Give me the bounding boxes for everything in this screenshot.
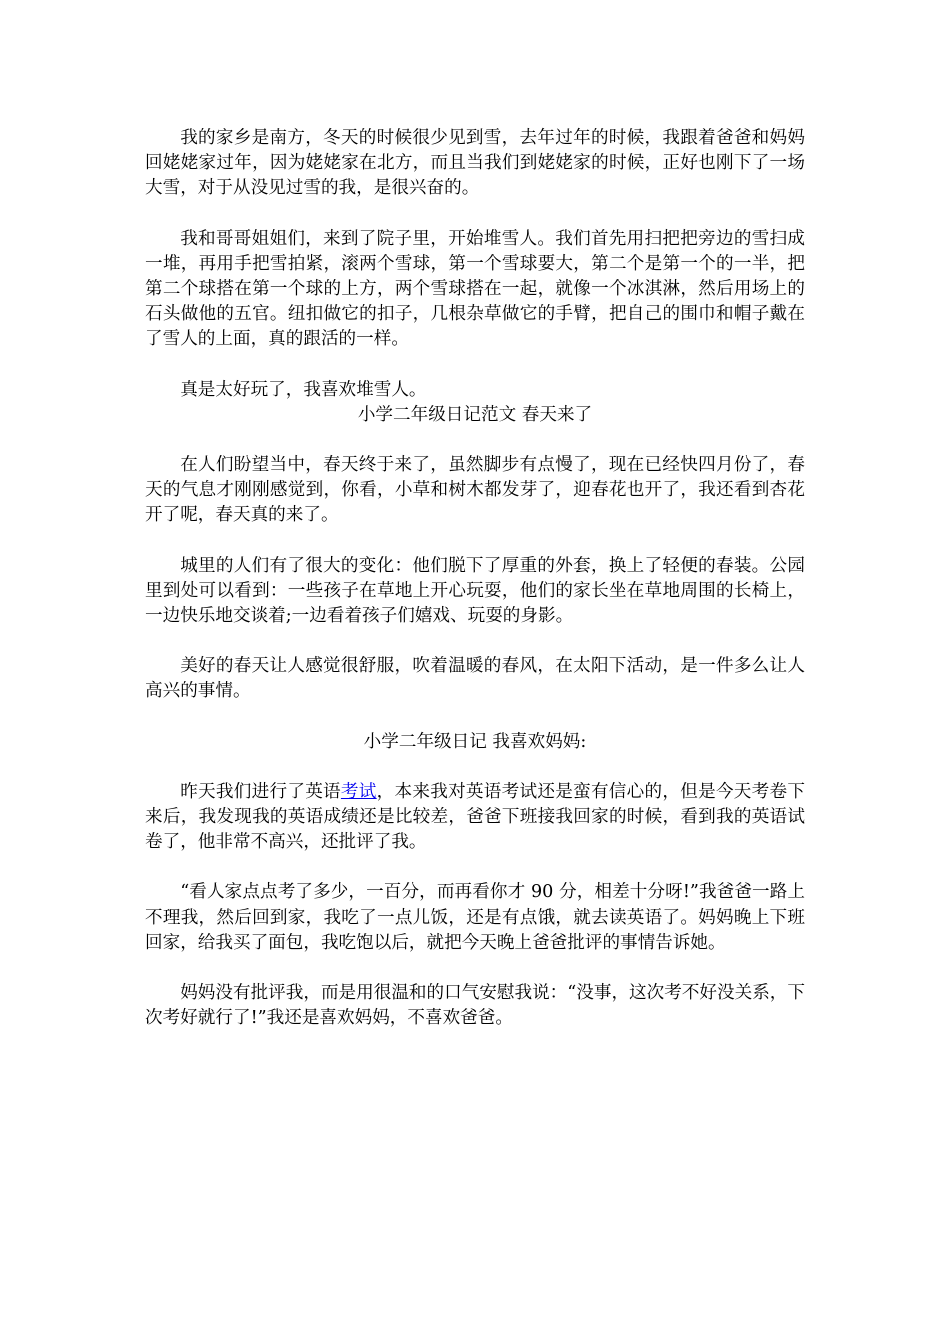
paragraph-english-exam — [145, 780, 805, 856]
paragraph-build-snowman: 我和哥哥姐姐们，来到了院子里，开始堆雪人。我们首先用扫把把旁边的雪扫成一堆，再用手把雪拍紧，滚两个雪球，第一个雪球要大，第二个是第一个的一半，把第二个球搭在第一个球的上方，两个雪球搭在一起，就像一个冰淇淋，然后用场上的石头做他的五官。纽扣做它的扣子，几根杂草做它的手臂，把自己的围巾和帽子戴在了雪人的上面，真的跟活的一样。 — [145, 228, 805, 350]
exam-link[interactable]: 考试 — [340, 781, 377, 802]
heading-like-mom-diary: 小学二年级日记 我喜欢妈妈: — [363, 731, 587, 752]
paragraph-hometown-snow: 我的家乡是南方，冬天的时候很少见到雪，去年过年的时候，我跟着爸爸和妈妈回姥姥家过年，因为姥姥家在北方，而且当我们到姥姥家的时候，正好也刚下了一场大雪，对于从没见过雪的我，是很兴奋的。 — [145, 128, 805, 199]
paragraph-snowman-fun: 真是太好玩了，我喜欢堆雪人。 — [180, 379, 427, 400]
paragraph-dad-scolding: “看人家点点考了多少，一百分，而再看你才 90 分，相差十分呀!”我爸爸一路上不理我，然后回到家，我吃了一点儿饭，还是有点饿，就去读英语了。妈妈晚上下班回家，给我买了面包，我吃饱以后，就把今天晚上爸爸批评的事情告诉她。 — [145, 882, 805, 953]
exam-text-before: 昨天我们进行了英语 — [180, 781, 341, 802]
paragraph-spring-arrived: 在人们盼望当中，春天终于来了，虽然脚步有点慢了，现在已经快四月份了，春天的气息才刚刚感觉到，你看，小草和树木都发芽了，迎春花也开了，我还看到杏花开了呢，春天真的来了。 — [145, 455, 805, 526]
paragraph-city-changes: 城里的人们有了很大的变化：他们脱下了厚重的外套，换上了轻便的春装。公园里到处可以看到：一些孩子在草地上开心玩耍，他们的家长坐在草地周围的长椅上，一边快乐地交谈着;一边看着孩子们嬉戏、玩耍的身影。 — [145, 555, 805, 627]
document-page — [145, 126, 805, 1056]
paragraph-spring-pleasant: 美好的春天让人感觉很舒服，吹着温暖的春风，在太阳下活动，是一件多么让人高兴的事情。 — [145, 656, 805, 702]
heading-spring-diary: 小学二年级日记范文 春天来了 — [357, 404, 593, 425]
exam-text-after: ，本来我对英语考试还是蛮有信心的，但是今天考卷下来后，我发现我的英语成绩还是比较差，爸爸下班接我回家的时候，看到我的英语试卷了，他非常不高兴，还批评了我。 — [145, 781, 805, 853]
paragraph-mom-comfort: 妈妈没有批评我，而是用很温和的口气安慰我说：“没事，这次考不好没关系，下次考好就行了!”我还是喜欢妈妈，不喜欢爸爸。 — [145, 983, 805, 1029]
